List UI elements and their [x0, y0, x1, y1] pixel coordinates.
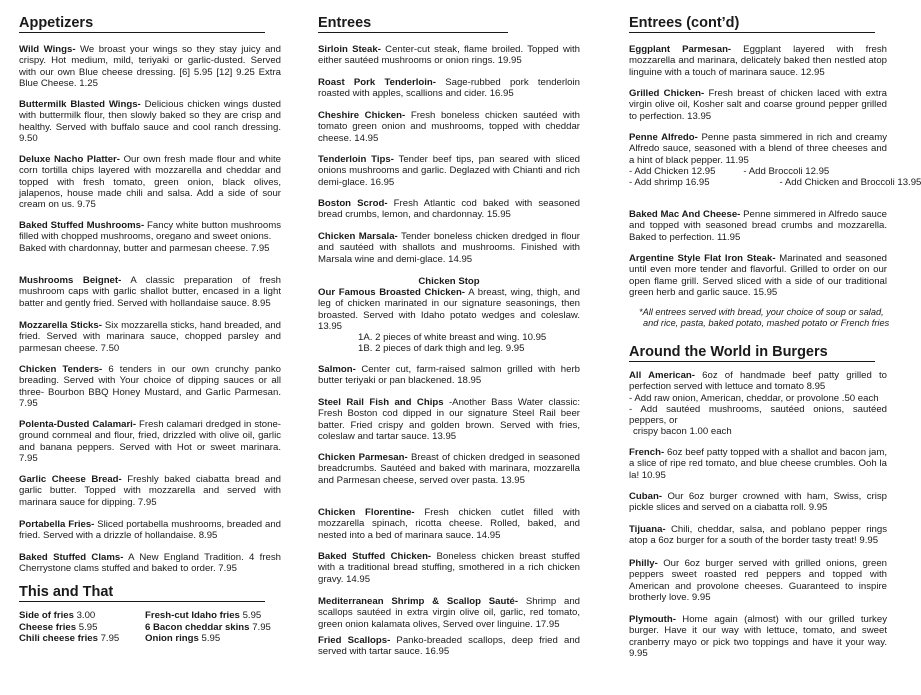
item-desc: A breast, wing, thigh, and leg of chicken marinated in our signature seasonings, then broasted. Served with Idaho potato wedges and coleslaw. 13.95: [318, 287, 581, 332]
item-name: Deluxe Nacho Platter-: [19, 154, 120, 165]
item-desc: Breast of chicken dredged in seasoned breadcrumbs. Sautéed and baked with marinara, mozzarella and Parmesan cheese, served over pasta. 13.95: [318, 452, 580, 486]
item-name: Baked Stuffed Clams-: [19, 552, 124, 563]
item-name: Mediterranean Shrimp & Scallop Sauté-: [318, 596, 519, 607]
item-desc: Our own fresh made flour and white corn tortilla chips layered with mozzarella and cheddar and topped with fresh tomato, green onion, black olives, jalapenos, house made chili and salsa. Add a side of sour cream on us. 9.75: [19, 154, 281, 211]
menu-item: [318, 364, 580, 387]
sides-list-left: [19, 610, 119, 645]
menu-item: [318, 231, 580, 265]
option-1b: 1B. 2 pieces of dark thigh and leg. 9.95: [358, 343, 525, 355]
side-item: Cheese fries 5.95: [19, 621, 98, 633]
item-desc: Fresh boneless chicken sautéed with tomato green onion and mushrooms, topped with cheddar cheese. 14.95: [318, 110, 580, 144]
menu-item: All American- 6oz of handmade beef patty grilled to perfection served with lettuce and tomato 8.95 - Add raw onion, American, cheddar, or provolone .50 each - Add sautéed mushrooms, sautéed onions, sautéed peppers, or crispy bacon 1.00 each: [629, 370, 887, 438]
item-desc: Center cut, farm-raised salmon grilled with herb butter teriyaki or pan blackened. 18.95: [318, 364, 580, 387]
menu-item: [318, 452, 580, 486]
menu-item: [629, 558, 887, 603]
item-name: Chicken Marsala-: [318, 231, 398, 242]
item-name: Fried Scallops-: [318, 635, 391, 646]
item-desc: Chili, cheddar, salsa, and poblano pepper rings atop a 6oz burger for a south of the border tasty treat! 9.95: [629, 524, 887, 547]
sides-list-right: [145, 610, 271, 645]
menu-item: [19, 220, 281, 254]
menu-item: [629, 209, 887, 243]
item-extra: Baked with chardonnay, butter and parmesan cheese. 7.95: [19, 242, 270, 254]
menu-item: [318, 198, 580, 221]
item-desc: Marinated and seasoned until even more tender and flavorful. Grilled to order on our open flame grill. Served sliced with a side of our traditional green herb and garlic sauce. 15.95: [629, 253, 888, 298]
item-desc: Home again (almost) with our grilled turkey burger. Have it our way with lettuce, tomato, and sweet cranberry mayo or pick two toppings and have it your way. 9.95: [629, 614, 887, 659]
menu-item: [318, 154, 580, 188]
side-item: Side of fries 3.00: [19, 610, 96, 621]
item-desc: Boneless chicken breast stuffed with a traditional bread stuffing, smothered in a rich chicken gravy. 14.95: [318, 551, 580, 585]
menu-item: [19, 419, 281, 464]
item-name: Tenderloin Tips-: [318, 154, 394, 165]
addon-row: - Add shrimp 16.95 - Add Chicken and Broccoli 13.95: [629, 177, 921, 189]
menu-item: [318, 596, 580, 630]
menu-item: [629, 88, 887, 122]
item-desc: -Another Bass Water classic: Fresh Boston cod dipped in our signature Steel Rail beer batter. Fried crispy and golden brown. Served with fries, coleslaw and tartar sauce. 13.95: [318, 397, 580, 442]
item-desc: Our 6oz burger crowned with ham, Swiss, crisp pickle slices and served on a ciabatta roll. 9.95: [629, 491, 887, 514]
item-name: Buttermilk Blasted Wings-: [19, 99, 141, 110]
item-desc: 6oz of handmade beef patty grilled to perfection served with lettuce and tomato 8.95: [629, 370, 887, 393]
section-title-entrees-cont: Entrees (cont’d): [629, 15, 875, 33]
side-item: Chili cheese fries 7.95: [19, 633, 120, 644]
item-desc: Fresh chicken cutlet filled with mozzarella spinach, ricotta cheese. Rolled, baked, and nested into a bed of marinara sauce. 14.95: [318, 507, 580, 541]
item-name: Roast Pork Tenderloin-: [318, 77, 436, 88]
item-name: Baked Mac And Cheese-: [629, 209, 741, 220]
item-name: Wild Wings-: [19, 44, 76, 55]
menu-item: [19, 275, 281, 309]
item-desc: Eggplant layered with fresh mozzarella and marinara, delicately baked then nestled atop linguine with a touch of marinara sauce. 12.95: [629, 44, 887, 78]
entrees-footnote: *All entrees served with bread, your choice of soup or salad, and rice, pasta, baked potato, mashed potato or French fries: [639, 307, 890, 329]
item-desc: Our 6oz burger served with grilled onions, green peppers sweet roasted red peppers and topped with American and provolone cheeses. Guaranteed to inspire brotherly love. 9.95: [629, 558, 887, 603]
menu-item: [19, 519, 281, 542]
option-1a: 1A. 2 pieces of white breast and wing. 10.95: [358, 332, 547, 344]
item-name: Argentine Style Flat Iron Steak-: [629, 253, 776, 264]
item-desc: 6oz beef patty topped with a shallot and bacon jam, a slice of ripe red tomato, and blue cheese crumbles. Ooh la la! 10.95: [629, 447, 887, 481]
menu-item: [318, 551, 580, 585]
menu-item: [629, 614, 887, 659]
item-name: Chicken Florentine-: [318, 507, 415, 518]
item-name: Baked Stuffed Chicken-: [318, 551, 432, 562]
menu-item: [318, 44, 580, 67]
item-desc: Fancy white button mushrooms filled with chopped mushrooms, oregano and sweet onions.: [19, 220, 281, 243]
item-desc: Penne simmered in Alfredo sauce and topped with seasoned bread crumbs and mozzarella. Baked to perfection. 11.95: [629, 209, 887, 243]
item-desc: Tender boneless chicken dredged in flour and sautéed with shallots and mushrooms. Finished with Marsala wine and demi-glace. 14.95: [318, 231, 581, 265]
menu-item: [629, 491, 887, 514]
item-name: Cuban-: [629, 491, 663, 502]
item-desc: Tender beef tips, pan seared with sliced onions mushrooms and garlic. Deglazed with Chianti and rich demi-glace. 16.95: [318, 154, 580, 188]
item-name: Salmon-: [318, 364, 356, 375]
item-desc: Fresh Atlantic cod baked with seasoned bread crumbs, lemon, and chardonnay. 15.95: [318, 198, 580, 221]
item-name: Polenta-Dusted Calamari-: [19, 419, 137, 430]
item-desc: A classic preparation of fresh mushroom caps with garlic shallot butter, encased in a light batter and gently fried. Served with hollandaise sauce. 8.95: [19, 275, 281, 309]
item-desc: A New England Tradition. 4 fresh Cherrystone clams stuffed and baked to order. 7.95: [19, 552, 281, 575]
menu-item: [318, 397, 580, 442]
item-name: Steel Rail Fish and Chips: [318, 397, 444, 408]
menu-item: [19, 474, 281, 508]
menu-item: [19, 44, 281, 89]
menu-item: [318, 635, 580, 658]
item-desc: 6 tenders in our own crunchy panko breading. Served with Your choice of dipping sauces or all three- Bourbon BBQ Honey Mustard, and Garlic Parmesan. 7.95: [19, 364, 281, 409]
item-name: All American-: [629, 370, 695, 381]
item-desc: Fresh breast of chicken laced with extra virgin olive oil, Kosher salt and coarse ground pepper grilled to perfection. 13.95: [629, 88, 887, 122]
item-name: Eggplant Parmesan-: [629, 44, 732, 55]
menu-item: [629, 253, 887, 298]
item-name: Philly-: [629, 558, 658, 569]
item-desc: Penne pasta simmered in rich and creamy Alfredo sauce, seasoned with a blend of three cheeses and a hint of black pepper. 11.95: [629, 132, 887, 166]
item-name: Chicken Parmesan-: [318, 452, 408, 463]
item-desc: Fresh calamari dredged in stone-ground cornmeal and flour, fried, drizzled with olive oil, garlic and banana peppers. Served with Hot or sweet marinara. 7.95: [19, 419, 281, 464]
menu-item: [19, 154, 281, 210]
item-desc: Sliced portabella mushrooms, breaded and fried. Served with a drizzle of hollandaise. 8.95: [19, 519, 281, 542]
section-title-burgers: Around the World in Burgers: [629, 344, 875, 362]
item-desc: Delicious chicken wings dusted with buttermilk flour, then slowly baked so they are crisp and healthy. Served with buffalo sauce and cool ranch dressing. 9.50: [19, 99, 281, 144]
item-name: Baked Stuffed Mushrooms-: [19, 220, 145, 231]
section-title-this-and-that: This and That: [19, 584, 265, 602]
side-item: Onion rings 5.95: [145, 633, 221, 644]
menu-item: [19, 99, 281, 144]
item-name: Garlic Cheese Bread-: [19, 474, 122, 485]
item-name: Cheshire Chicken-: [318, 110, 406, 121]
menu-item: [629, 132, 921, 189]
item-desc: We broast your wings so they stay juicy and crispy. Hot medium, mild, teriyaki or garlic-dusted. Served with our own Blue cheese dressing. [6] 5.95 [12] 9.25 Extra Blue Cheese. 1.25: [19, 44, 281, 89]
menu-item: [629, 447, 887, 481]
menu-item: [19, 320, 281, 354]
item-name: Sirloin Steak-: [318, 44, 381, 55]
item-name: Penne Alfredo-: [629, 132, 698, 143]
menu-item: [629, 524, 887, 547]
menu-item: [318, 77, 580, 100]
item-name: Tijuana-: [629, 524, 666, 535]
menu-item: [318, 110, 580, 144]
section-title-appetizers: Appetizers: [19, 15, 265, 33]
item-desc: Shrimp and scallops sautéed in extra virgin olive oil, garlic, red tomato, green onion kalamata olives, Served over linguine. 17.95: [318, 596, 580, 630]
item-name: Mozzarella Sticks-: [19, 320, 102, 331]
item-name: Mushrooms Beignet-: [19, 275, 122, 286]
item-name: Our Famous Broasted Chicken-: [318, 287, 466, 298]
item-name: Boston Scrod-: [318, 198, 388, 209]
item-desc: Freshly baked ciabatta bread and garlic butter. Topped with mozzarella and served with marinara sauce for dipping. 7.95: [19, 474, 281, 508]
item-name: Chicken Tenders-: [19, 364, 103, 375]
menu-item: [318, 507, 580, 541]
item-desc: Center-cut steak, flame broiled. Topped with either sautéed mushrooms or onion rings. 19.95: [318, 44, 581, 67]
item-name: Grilled Chicken-: [629, 88, 705, 99]
item-desc: Sage-rubbed pork tenderloin roasted with apples, scallions and cider. 16.95: [318, 77, 580, 100]
chicken-stop-heading: Chicken Stop: [418, 276, 480, 287]
side-item: Fresh-cut Idaho fries 5.95: [145, 610, 262, 621]
item-name: French-: [629, 447, 665, 458]
menu-item: [19, 364, 281, 409]
section-title-entrees: Entrees: [318, 15, 508, 33]
item-name: Portabella Fries-: [19, 519, 95, 530]
menu-item: [19, 552, 281, 575]
item-name: Plymouth-: [629, 614, 676, 625]
menu-item: [318, 287, 580, 355]
addon-row: - Add Chicken 12.95 - Add Broccoli 12.95: [629, 165, 830, 177]
item-desc: Panko-breaded scallops, deep fried and served with tartar sauce. 16.95: [318, 635, 580, 658]
item-desc: Six mozzarella sticks, hand breaded, and fried. Served with marinara sauce, chopped parsley and parmesan cheese. 7.50: [19, 320, 281, 354]
menu-item: [629, 44, 887, 78]
side-item: 6 Bacon cheddar skins 7.95: [145, 621, 271, 633]
